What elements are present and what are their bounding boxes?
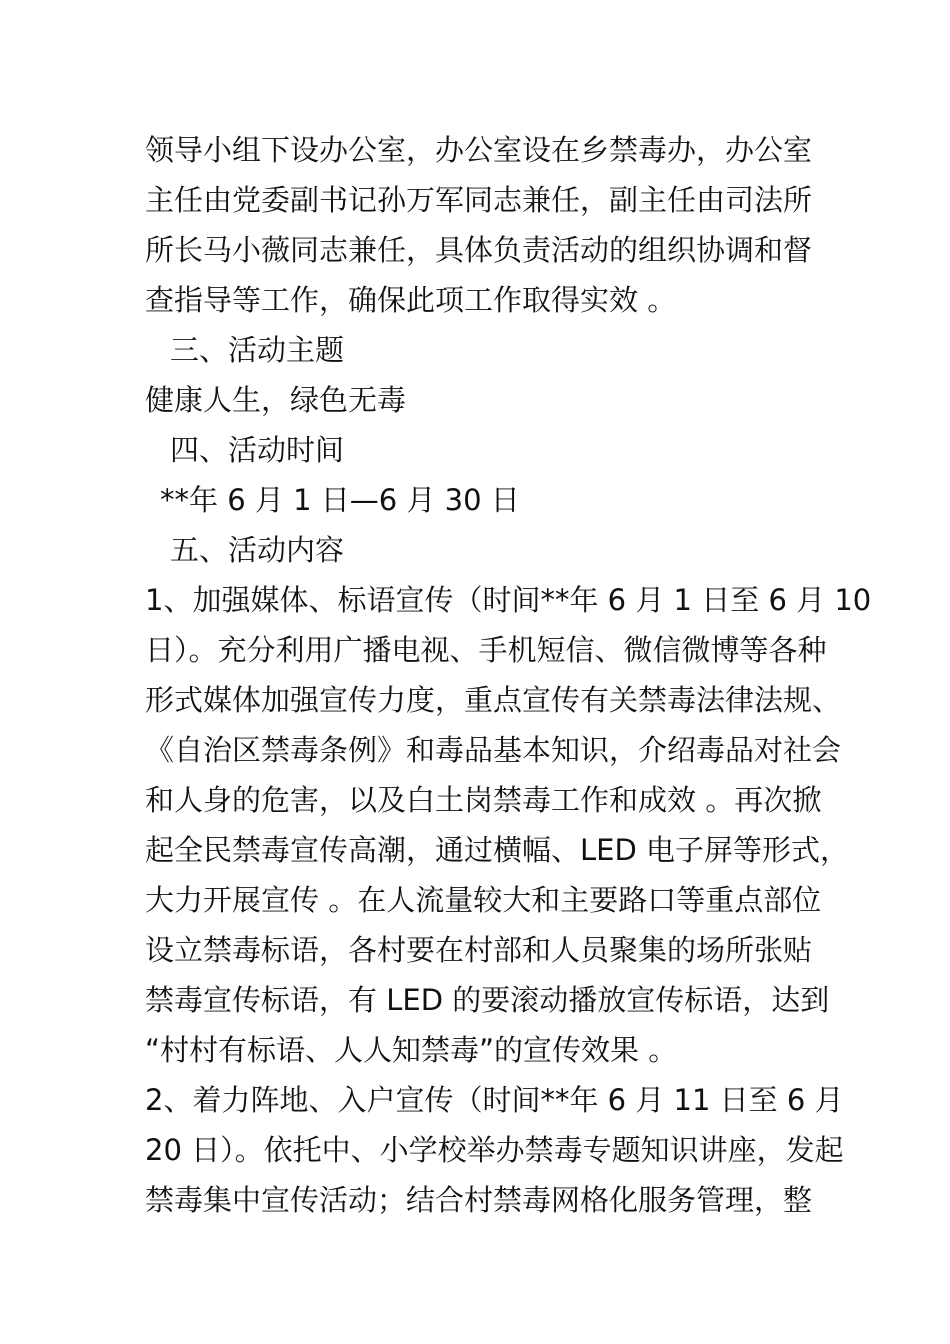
paragraph-line: “村村有标语、人人知禁毒”的宣传效果 。 (145, 1033, 678, 1067)
paragraph-line: 起全民禁毒宣传高潮，通过横幅、LED 电子屏等形式， (145, 833, 850, 867)
section-heading: 五、活动内容 (170, 533, 345, 567)
paragraph-line: 和人身的危害，以及白土岗禁毒工作和成效 。再次掀 (145, 783, 822, 817)
paragraph-line: 领导小组下设办公室，办公室设在乡禁毒办，办公室 (145, 133, 813, 167)
paragraph-line: 20 日）。依托中、小学校举办禁毒专题知识讲座，发起 (145, 1133, 844, 1167)
paragraph-line: 形式媒体加强宣传力度，重点宣传有关禁毒法律法规、 (145, 683, 842, 717)
paragraph-line: 查指导等工作，确保此项工作取得实效 。 (145, 283, 677, 317)
paragraph-line: 日）。充分利用广播电视、手机短信、微信微博等各种 (145, 633, 827, 667)
paragraph-line: 大力开展宣传 。在人流量较大和主要路口等重点部位 (145, 883, 822, 917)
section-heading: 三、活动主题 (170, 333, 345, 367)
paragraph-line: 1、加强媒体、标语宣传（时间**年 6 月 1 日至 6 月 10 (145, 583, 872, 617)
paragraph-line: 主任由党委副书记孙万军同志兼任，副主任由司法所 (145, 183, 813, 217)
paragraph-line: 健康人生，绿色无毒 (145, 383, 407, 417)
date-line: **年 6 月 1 日—6 月 30 日 (160, 483, 520, 517)
paragraph-line: 设立禁毒标语，各村要在村部和人员聚集的场所张贴 (145, 933, 813, 967)
paragraph-line: 所长马小薇同志兼任，具体负责活动的组织协调和督 (145, 233, 813, 267)
paragraph-line: 禁毒宣传标语，有 LED 的要滚动播放宣传标语，达到 (145, 983, 830, 1017)
paragraph-line: 禁毒集中宣传活动；结合村禁毒网格化服务管理，整 (145, 1183, 813, 1217)
paragraph-line: 2、着力阵地、入户宣传（时间**年 6 月 11 日至 6 月 (145, 1083, 844, 1117)
paragraph-line: 《自治区禁毒条例》和毒品基本知识，介绍毒品对社会 (145, 733, 842, 767)
section-heading: 四、活动时间 (170, 433, 345, 467)
